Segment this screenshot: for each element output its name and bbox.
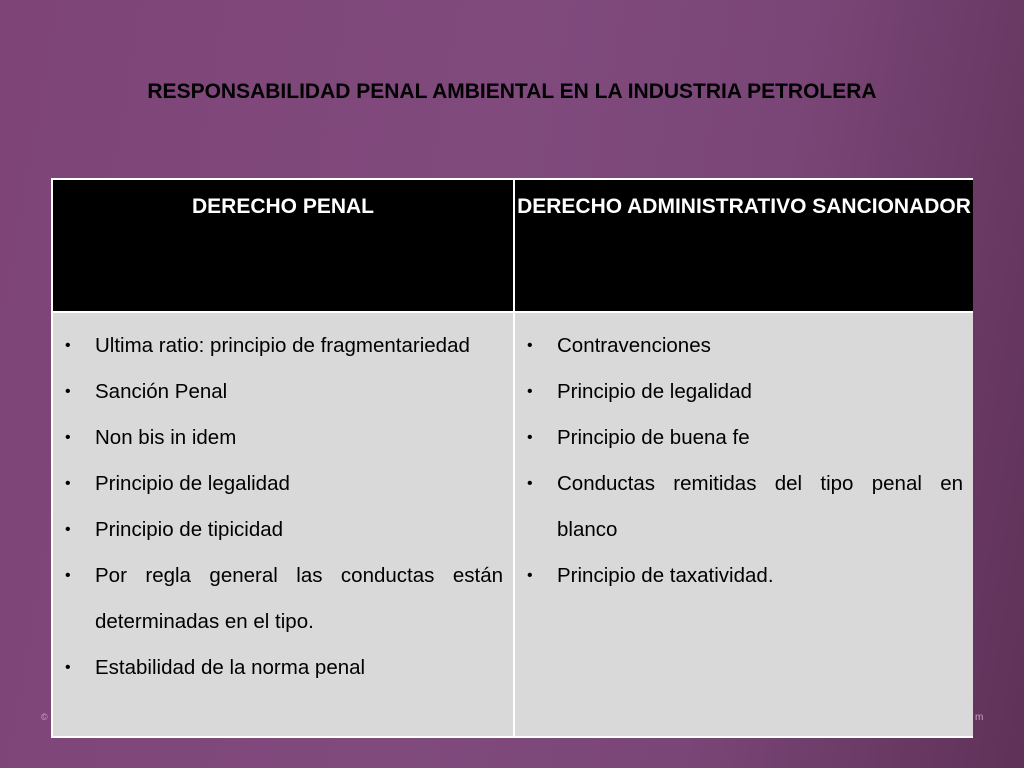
header-derecho-administrativo: DERECHO ADMINISTRATIVO SANCIONADOR xyxy=(515,180,973,311)
administrativo-list xyxy=(523,323,963,599)
bullet-icon: • xyxy=(527,383,533,400)
bullet-icon: • xyxy=(65,337,71,354)
column-derecho-administrativo xyxy=(515,313,973,736)
list-item: • Principio de buena fe xyxy=(523,415,963,461)
comparison-table xyxy=(51,178,973,738)
bullet-icon: • xyxy=(527,337,533,354)
bullet-icon: • xyxy=(527,429,533,446)
penal-list xyxy=(61,323,503,691)
bullet-icon: • xyxy=(527,567,533,584)
slide-title: RESPONSABILIDAD PENAL AMBIENTAL EN LA INDUSTRIA PETROLERA xyxy=(147,80,877,103)
bullet-icon: • xyxy=(527,475,533,492)
list-item: • Principio de legalidad xyxy=(523,369,963,415)
bullet-icon: • xyxy=(65,659,71,676)
list-item: • Estabilidad de la norma penal xyxy=(61,645,503,691)
list-item: • Principio de legalidad xyxy=(61,461,503,507)
list-item: • Por regla general las conductas están determinadas en el tipo. xyxy=(61,553,503,645)
bullet-icon: • xyxy=(65,521,71,538)
footer-right-mark: m xyxy=(975,712,984,723)
list-item: • Ultima ratio: principio de fragmentariedad xyxy=(61,323,503,369)
bullet-icon: • xyxy=(65,429,71,446)
column-derecho-penal xyxy=(53,313,513,736)
footer-left-mark: © xyxy=(41,712,48,722)
list-item: • Non bis in idem xyxy=(61,415,503,461)
list-item: • Principio de taxatividad. xyxy=(523,553,963,599)
bullet-icon: • xyxy=(65,567,71,584)
list-item: • Contravenciones xyxy=(523,323,963,369)
bullet-icon: • xyxy=(65,383,71,400)
header-derecho-penal: DERECHO PENAL xyxy=(53,180,513,311)
list-item: • Principio de tipicidad xyxy=(61,507,503,553)
bullet-icon: • xyxy=(65,475,71,492)
list-item: • Conductas remitidas del tipo penal en blanco xyxy=(523,461,963,553)
list-item: • Sanción Penal xyxy=(61,369,503,415)
